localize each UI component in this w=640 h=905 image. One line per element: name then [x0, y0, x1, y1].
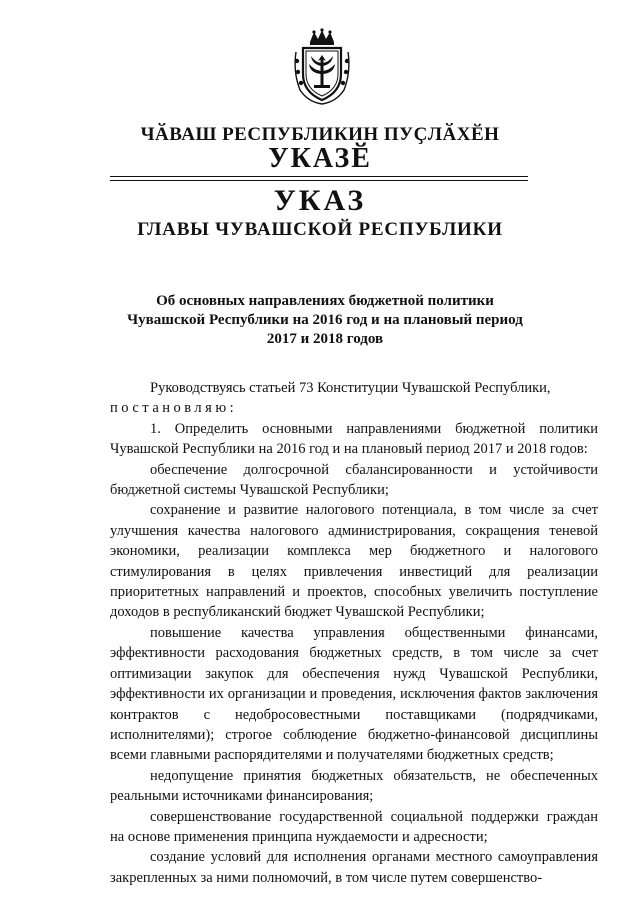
paragraph-obligations: недопущение принятия бюджетных обязательств, не обеспеченных реальными источниками финансирования;	[110, 767, 598, 805]
russian-header-line1: УКАЗ	[273, 184, 367, 217]
chuvash-coat-of-arms-icon	[290, 28, 354, 106]
header-divider	[110, 176, 528, 177]
paragraph-social-support: совершенствование государственной социальной поддержки граждан на основе применения принципа нуждаемости и адресности;	[110, 808, 598, 845]
decree-title-line1: Об основных направлениях бюджетной политики	[156, 293, 494, 309]
decree-title	[120, 292, 530, 349]
paragraph-tax-potential: сохранение и развитие налогового потенциала, в том числе за счет улучшения качества налогового администрирования, сокращения теневой экономики, реализации комплекса мер бюджетного и налогового стимулирования в целях привлечения инвестиций для реализации приоритетных направлений и проектов, способных увеличить поступление доходов в республиканский бюджет Чувашской Республики;	[110, 502, 598, 621]
decree-title-line2: Чувашской Республики на 2016 год и на плановый период	[127, 312, 523, 328]
paragraph-preamble: Руководствуясь статьей 73 Конституции Чувашской Республики,	[150, 380, 551, 396]
paragraph-balance: обеспечение долгосрочной сбалансированности и устойчивости бюджетной системы Чувашской Республики;	[110, 461, 598, 499]
paragraph-item-1: 1. Определить основными направлениями бюджетной политики Чувашской Республики на 2016 год и на плановый период 2017 и 2018 годов:	[110, 420, 598, 458]
paragraph-finance-quality: повышение качества управления общественными финансами, эффективности расходования бюджетных средств, в том числе за счет оптимизации закупок для обеспечения нужд Чувашской Республики, эффективности их организации и проведения, исключения фактов заключения контрактов с недобросовестными поставщиками (подрядчиками, исполнителями); строгое соблюдение бюджетно-финансовой дисциплины всеми главными распорядителями и получателями бюджетных средств;	[110, 624, 598, 764]
decree-title-line3: 2017 и 2018 годов	[266, 331, 384, 347]
paragraph-local-government: создание условий для исполнения органами местного самоуправления закрепленных за ними полномочий, в том числе путем совершенство-	[110, 849, 598, 886]
decree-body	[110, 378, 598, 888]
chuvash-header-line1: ЧӐВАШ РЕСПУБЛИКИН ПУҪЛӐХӖН	[140, 124, 500, 145]
chuvash-header-line2: УКАЗӖ	[268, 143, 372, 174]
header-divider-thin	[110, 180, 528, 181]
paragraph-decree-word: постановляю:	[110, 400, 238, 417]
russian-header-line2: ГЛАВЫ ЧУВАШСКОЙ РЕСПУБЛИКИ	[137, 219, 503, 240]
